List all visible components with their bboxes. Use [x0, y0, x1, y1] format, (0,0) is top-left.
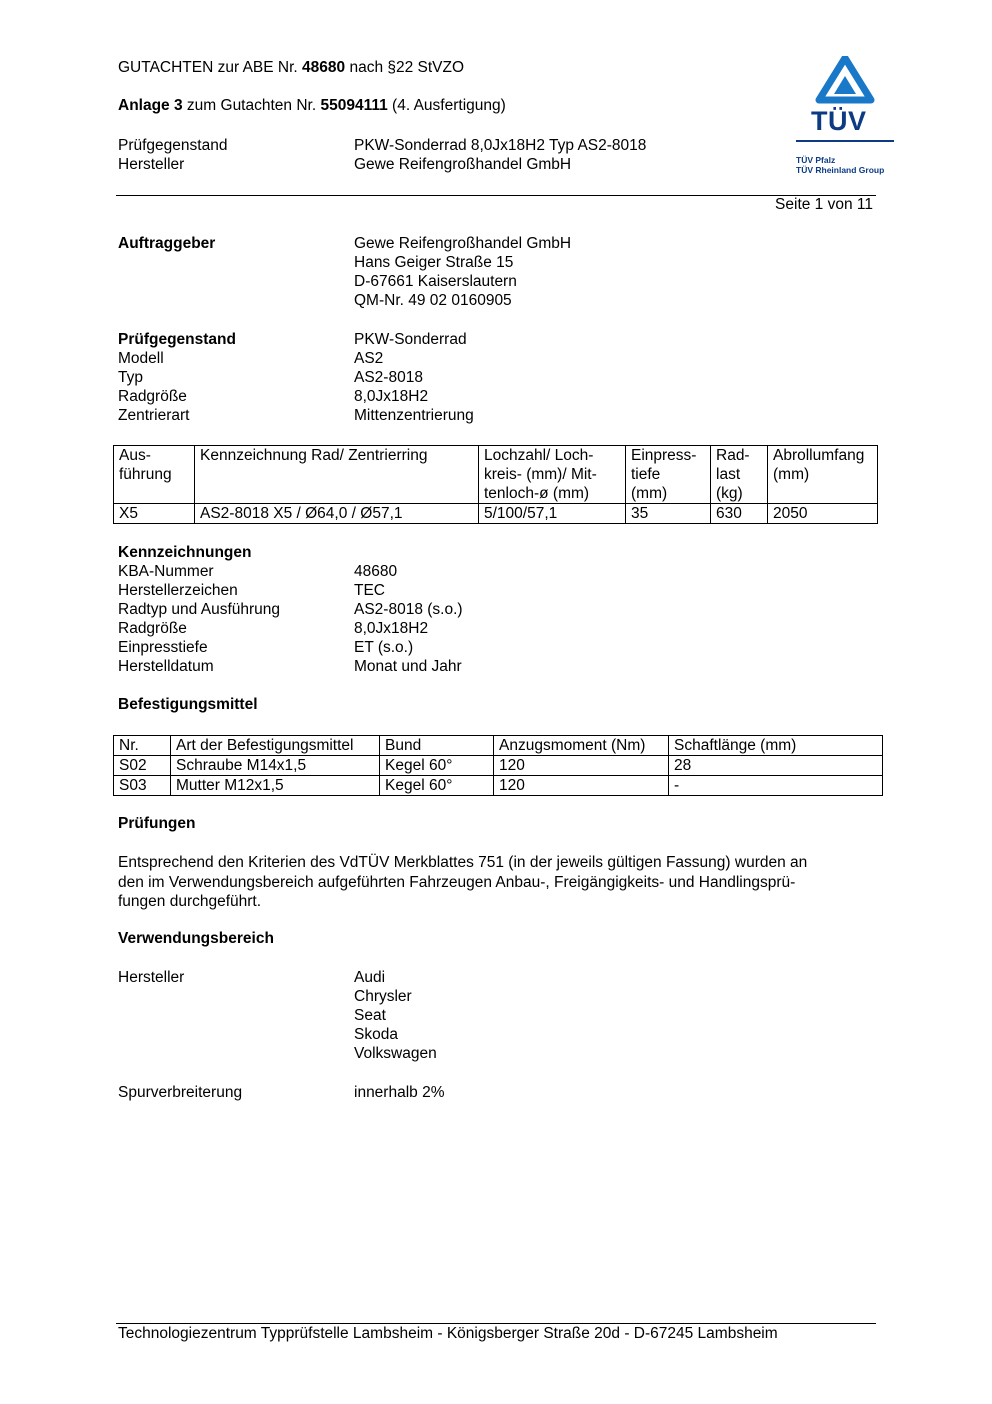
kennzeichnung-label: KBA-Nummer — [118, 563, 214, 580]
logo-subtitle: TÜV Pfalz — [796, 155, 836, 165]
spur-label: Spurverbreiterung — [118, 1084, 243, 1101]
kennzeichnung-value: AS2-8018 (s.o.) — [354, 601, 463, 618]
table-header-cell: Einpress- tiefe (mm) — [626, 446, 711, 504]
section-heading-row — [118, 543, 878, 562]
kennzeichnung-value: 8,0Jx18H2 — [354, 620, 429, 637]
pruefgegenstand-row — [118, 349, 878, 368]
auftraggeber-label: Auftraggeber — [118, 235, 216, 252]
table-row — [114, 504, 878, 524]
table-cell: 2050 — [768, 504, 878, 524]
kennzeichnung-row — [118, 600, 878, 619]
table-header-cell: Nr. — [114, 736, 171, 756]
kennzeichnung-row — [118, 638, 878, 657]
kennzeichnung-row — [118, 562, 878, 581]
auftraggeber-section — [118, 234, 878, 310]
table-cell: 630 — [711, 504, 768, 524]
pruefgegenstand-row — [118, 387, 878, 406]
pruefungen-heading: Prüfungen — [118, 815, 196, 832]
header-details — [118, 136, 878, 174]
page-number: Seite 1 von 11 — [775, 196, 873, 213]
table-header-cell: Kennzeichnung Rad/ Zentrierring — [195, 446, 479, 504]
abe-number: 48680 — [302, 59, 346, 76]
paragraph-line: den im Verwendungsbereich aufgeführten Fahrzeugen Anbau-, Freigängigkeits- und Handlingsprü- — [118, 873, 796, 891]
hersteller-row — [118, 1025, 878, 1044]
table-header-cell: Anzugsmoment (Nm) — [494, 736, 669, 756]
auftraggeber-row — [118, 272, 878, 291]
befestigung-table — [113, 735, 883, 796]
befestigung-heading: Befestigungsmittel — [118, 696, 258, 713]
auftraggeber-line: QM-Nr. 49 02 0160905 — [354, 292, 512, 309]
kennzeichnungen-heading: Kennzeichnungen — [118, 544, 252, 561]
table-cell: Mutter M12x1,5 — [171, 776, 380, 796]
pruefgegenstand-label: Radgröße — [118, 388, 187, 405]
hersteller-list — [118, 968, 878, 1063]
table-header-cell: Bund — [380, 736, 494, 756]
auftraggeber-line: D-67661 Kaiserslautern — [354, 273, 517, 290]
pruefgegenstand-row — [118, 368, 878, 387]
verwendung-heading: Verwendungsbereich — [118, 930, 274, 947]
kennzeichnung-label: Radtyp und Ausführung — [118, 601, 281, 618]
tuv-logo — [794, 56, 896, 180]
pruefgegenstand-label: Typ — [118, 369, 143, 386]
header-row — [118, 155, 878, 174]
kennzeichnung-label: Herstelldatum — [118, 658, 214, 675]
table-cell: Kegel 60° — [380, 756, 494, 776]
header-label: Hersteller — [118, 156, 185, 173]
pruefgegenstand-label: Prüfgegenstand — [118, 331, 236, 348]
table-header-cell: Lochzahl/ Loch- kreis- (mm)/ Mit- tenloch-ø (mm) — [479, 446, 626, 504]
table-cell: 120 — [494, 776, 669, 796]
table-header-cell: Schaftlänge (mm) — [669, 736, 883, 756]
kennzeichnung-row — [118, 581, 878, 600]
table-cell: 5/100/57,1 — [479, 504, 626, 524]
hersteller-row — [118, 1006, 878, 1025]
auftraggeber-row — [118, 234, 878, 253]
header-rule — [116, 195, 876, 196]
hersteller-label: Hersteller — [118, 969, 185, 986]
kennzeichnung-value: 48680 — [354, 563, 398, 580]
table-cell: Schraube M14x1,5 — [171, 756, 380, 776]
title-prefix: GUTACHTEN zur ABE Nr. — [118, 59, 298, 76]
table-cell: S02 — [114, 756, 171, 776]
ausfuehrung-table — [113, 445, 878, 524]
kennzeichnung-row — [118, 657, 878, 676]
paragraph-line: fungen durchgeführt. — [118, 893, 262, 910]
pruefgegenstand-label: Zentrierart — [118, 407, 190, 424]
tuv-triangle-icon — [794, 56, 896, 106]
report-number: 55094111 — [320, 97, 388, 114]
table-row — [114, 756, 883, 776]
hersteller-item: Chrysler — [354, 988, 412, 1005]
table-header-row — [114, 736, 883, 756]
footer-text: Technologiezentrum Typprüfstelle Lambsheim - Königsberger Straße 20d - D-67245 Lambsheim — [118, 1325, 778, 1342]
annex-label: Anlage 3 — [118, 97, 183, 114]
spur-row — [118, 1083, 878, 1102]
annex-mid: zum Gutachten Nr. — [186, 97, 317, 114]
pruefgegenstand-value: AS2-8018 — [354, 369, 423, 386]
paragraph-line: Entsprechend den Kriterien des VdTÜV Merkblattes 751 (in der jeweils gültigen Fassung) wurden an — [118, 854, 808, 871]
kennzeichnung-label: Herstellerzeichen — [118, 582, 238, 599]
hersteller-item: Volkswagen — [354, 1045, 437, 1062]
hersteller-row — [118, 1044, 878, 1063]
pruefgegenstand-label: Modell — [118, 350, 164, 367]
hersteller-row — [118, 987, 878, 1006]
hersteller-row — [118, 968, 878, 987]
header-label: Prüfgegenstand — [118, 137, 228, 154]
auftraggeber-line: Hans Geiger Straße 15 — [354, 254, 514, 271]
kennzeichnungen-section — [118, 543, 878, 676]
kennzeichnung-value: TEC — [354, 582, 385, 599]
logo-divider — [796, 140, 894, 142]
header-value: Gewe Reifengroßhandel GmbH — [354, 156, 572, 173]
table-cell: S03 — [114, 776, 171, 796]
table-cell: - — [669, 776, 883, 796]
table-header-cell: Aus- führung — [114, 446, 195, 504]
auftraggeber-row — [118, 253, 878, 272]
hersteller-item: Seat — [354, 1007, 386, 1024]
document-title — [118, 59, 464, 77]
annex-line — [118, 97, 506, 115]
auftraggeber-line: Gewe Reifengroßhandel GmbH — [354, 235, 572, 252]
kennzeichnung-label: Radgröße — [118, 620, 187, 637]
spur-line — [118, 1083, 878, 1102]
annex-suffix: (4. Ausfertigung) — [392, 97, 506, 114]
table-cell: X5 — [114, 504, 195, 524]
table-cell: 120 — [494, 756, 669, 776]
pruefgegenstand-section — [118, 330, 878, 425]
table-cell: Kegel 60° — [380, 776, 494, 796]
hersteller-item: Skoda — [354, 1026, 398, 1043]
table-cell: AS2-8018 X5 / Ø64,0 / Ø57,1 — [195, 504, 479, 524]
table-cell: 35 — [626, 504, 711, 524]
pruefgegenstand-value: PKW-Sonderrad — [354, 331, 467, 348]
kennzeichnung-label: Einpresstiefe — [118, 639, 208, 656]
table-header-row — [114, 446, 878, 504]
pruefgegenstand-row — [118, 406, 878, 425]
kennzeichnung-value: ET (s.o.) — [354, 639, 414, 656]
hersteller-item: Audi — [354, 969, 386, 986]
pruefgegenstand-value: AS2 — [354, 350, 384, 367]
spur-value: innerhalb 2% — [354, 1084, 445, 1101]
table-row — [114, 776, 883, 796]
pruefgegenstand-value: Mittenzentrierung — [354, 407, 474, 424]
pruefgegenstand-row — [118, 330, 878, 349]
kennzeichnung-row — [118, 619, 878, 638]
kennzeichnung-value: Monat und Jahr — [354, 658, 462, 675]
auftraggeber-row — [118, 291, 878, 310]
table-cell: 28 — [669, 756, 883, 776]
footer-rule — [116, 1323, 876, 1324]
table-header-cell: Abrollumfang (mm) — [768, 446, 878, 504]
title-suffix: nach §22 StVZO — [349, 59, 465, 76]
pruefgegenstand-value: 8,0Jx18H2 — [354, 388, 429, 405]
header-value: PKW-Sonderrad 8,0Jx18H2 Typ AS2-8018 — [354, 137, 647, 154]
table-header-cell: Art der Befestigungsmittel — [171, 736, 380, 756]
logo-group: TÜV Rheinland Group — [796, 165, 885, 175]
table-header-cell: Rad- last (kg) — [711, 446, 768, 504]
logo-brand: TÜV — [811, 106, 867, 136]
pruefungen-paragraph — [118, 853, 878, 912]
header-row — [118, 136, 878, 155]
